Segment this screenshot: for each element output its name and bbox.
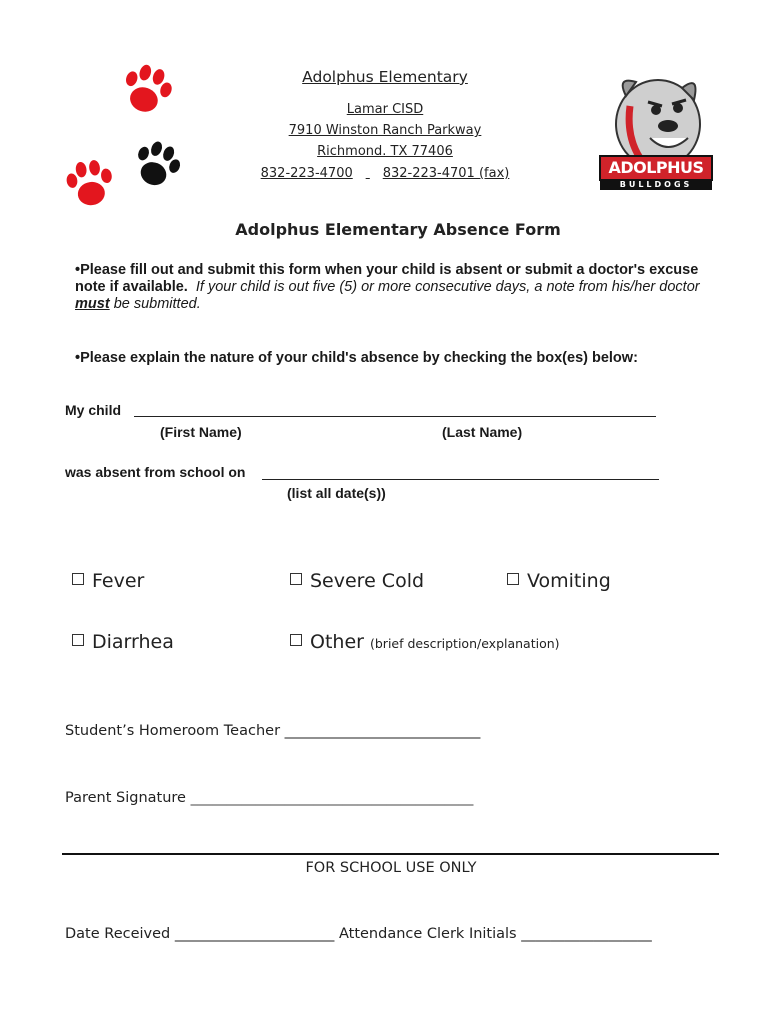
signature-line[interactable]: _______________________________________: [190, 790, 474, 806]
signature-label: Parent Signature: [65, 790, 186, 806]
child-name-field[interactable]: [134, 403, 656, 417]
instructions-paragraph: [75, 262, 720, 313]
date-received-label: Date Received: [65, 926, 171, 942]
absent-date-label: was absent from school on: [65, 464, 246, 480]
diarrhea-option[interactable]: [72, 631, 174, 653]
other-label: Other: [310, 631, 364, 653]
other-option[interactable]: [290, 631, 560, 653]
vomiting-option[interactable]: [507, 570, 611, 592]
vomiting-checkbox[interactable]: [507, 573, 519, 585]
instruction-checkbox: •Please explain the nature of your child's absence by checking the box(es) below:: [75, 350, 638, 366]
first-name-label: (First Name): [160, 424, 242, 440]
instruction-must: must: [75, 296, 110, 312]
street-address: 7910 Winston Ranch Parkway: [288, 123, 482, 138]
other-checkbox[interactable]: [290, 634, 302, 646]
teacher-label: Student’s Homeroom Teacher: [65, 723, 281, 739]
date-received-line[interactable]: ______________________: [174, 926, 335, 942]
diarrhea-checkbox[interactable]: [72, 634, 84, 646]
severe-cold-option[interactable]: [290, 570, 424, 592]
district: Lamar CISD: [346, 102, 424, 117]
other-hint: (brief description/explanation): [370, 636, 560, 651]
instruction-italic: If your child is out five (5) or more consecutive days, a note from his/her doctor: [195, 279, 700, 295]
school-use-heading: FOR SCHOOL USE ONLY: [305, 860, 477, 876]
logo-wordmark: ADOLPHUS: [608, 158, 704, 177]
absent-dates-field[interactable]: [262, 466, 659, 480]
section-divider: [62, 853, 719, 855]
my-child-label: My child: [65, 402, 122, 418]
severe-cold-label: Severe Cold: [310, 570, 425, 592]
paw-print-red-bottom: [62, 155, 118, 213]
school-name: Adolphus Elementary: [302, 68, 468, 86]
severe-cold-checkbox[interactable]: [290, 573, 302, 585]
clerk-initials-label: Attendance Clerk Initials: [338, 926, 517, 942]
teacher-field[interactable]: [65, 723, 480, 739]
form-title: Adolphus Elementary Absence Form: [235, 220, 561, 239]
phone-number: 832-223-4700: [260, 166, 353, 181]
logo-subtitle: BULLDOGS: [619, 180, 693, 189]
fax-number: 832-223-4701 (fax): [382, 166, 510, 181]
instruction-bold: •Please fill out and submit this form when your child is absent or submit a doctor's excuse note if available.: [75, 262, 699, 295]
date-received-field[interactable]: [65, 926, 652, 942]
fever-label: Fever: [92, 570, 145, 592]
clerk-initials-line[interactable]: __________________: [521, 926, 652, 942]
city-address: Richmond. TX 77406: [317, 144, 453, 159]
vomiting-label: Vomiting: [527, 570, 611, 592]
fever-checkbox[interactable]: [72, 573, 84, 585]
instruction-italic-end: be submitted.: [113, 296, 201, 312]
signature-field[interactable]: [65, 790, 473, 806]
fever-option[interactable]: [72, 570, 144, 592]
last-name-label: (Last Name): [442, 424, 523, 440]
diarrhea-label: Diarrhea: [92, 631, 174, 653]
teacher-line[interactable]: ___________________________: [284, 723, 481, 739]
dates-hint-label: (list all date(s)): [287, 485, 386, 501]
